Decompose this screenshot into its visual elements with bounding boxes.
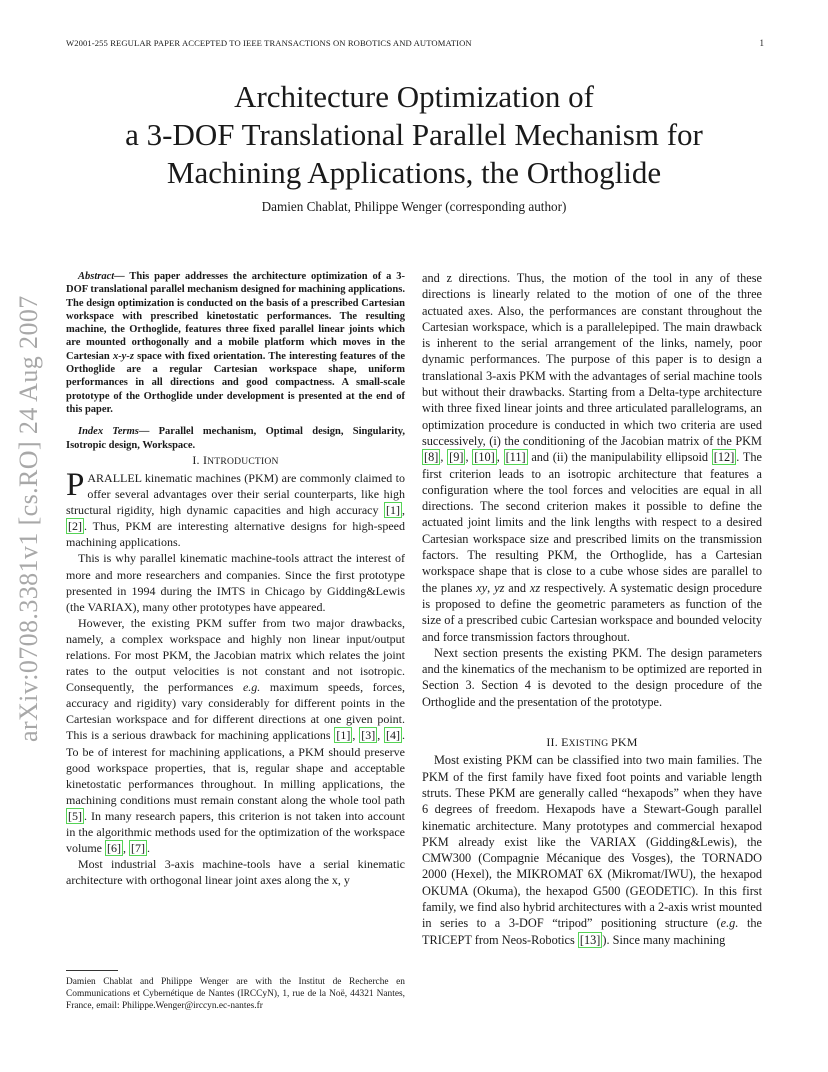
- text: . Thus, PKM are interesting alternative designs for high-speed machining applications.: [66, 519, 405, 550]
- authors: Damien Chablat, Philippe Wenger (corresponding author): [261, 199, 567, 214]
- index-terms-label: Index Terms: [78, 426, 139, 438]
- left-column: [66, 270, 405, 888]
- section-rest: XISTING: [568, 738, 612, 750]
- eg: e.g.: [720, 916, 739, 931]
- title-line-3: Machining Applications, the Orthoglide: [166, 155, 662, 190]
- abstract: [66, 270, 405, 416]
- abstract-label: Abstract: [78, 271, 115, 282]
- intro-paragraph-1: [66, 466, 405, 550]
- sep: ,: [402, 503, 405, 518]
- section-numeral: I.: [192, 452, 203, 467]
- text: respectively. A systematic design procedure is proposed to define the geometric parameters as function of the size of a prescribed cubic Cartesian workspace and bounded velocity and force transmission factors throughout.: [422, 580, 763, 644]
- citation-link[interactable]: [3]: [361, 728, 376, 743]
- page-number: 1: [759, 38, 764, 48]
- sep: ,: [377, 728, 385, 743]
- title-line-2: a 3-DOF Translational Parallel Mechanism for: [125, 117, 703, 152]
- text: ). Since many machining: [602, 932, 726, 947]
- title-line-1: Architecture Optimization of: [234, 79, 594, 114]
- sep: ,: [465, 450, 473, 465]
- citation-link[interactable]: [6]: [107, 841, 121, 856]
- text: .: [147, 841, 150, 856]
- section-first-letter: E: [561, 735, 569, 750]
- paper-title: [0, 78, 828, 192]
- math-xy: xy: [476, 580, 488, 595]
- citation-link[interactable]: [13]: [579, 932, 601, 947]
- section-word: PKM: [611, 735, 638, 750]
- text: However, the existing PKM suffer from two major drawbacks, namely, a complex workspace and highly non linear input/output relations. For most PKM, the Jacobian matrix which relates the joint rates to the output velocities is not constant and not isotropic. Consequently, the performances: [66, 615, 405, 695]
- text: maximum speeds, forces, accuracy and rigidity) vary considerably for different points in the Cartesian workspace and for different directions at one given point. This is a serious drawback for machining applications: [66, 680, 406, 743]
- citation-link[interactable]: [1]: [386, 503, 400, 518]
- math-xz: xz: [529, 580, 541, 595]
- citation-link[interactable]: [11]: [505, 450, 526, 465]
- right-paragraph-3: [422, 752, 762, 948]
- text: and z directions. Thus, the motion of the tool in any of these directions is linearly related to the motion of one of the three actuated axes. Also, the performances are constant throughout the Cartesian workspace, which is a parallelepiped. The main drawback is inherent to the serial arrangement of the links, namely, poor dynamic performances. The purpose of this paper is to design a translational 3-axis PKM with the advantages of serial machine tools but without their drawbacks. Starting from a Delta-type architecture with three fixed linear joints and three articulated parallelograms, an optimization procedure is conducted in which two criteria are used successively, (i) the conditioning of the Jacobian matrix of the PKM: [422, 271, 762, 448]
- intro-paragraph-3: [66, 615, 405, 856]
- section-rest: NTRODUCTION: [207, 455, 279, 467]
- abstract-dash: —: [114, 271, 125, 282]
- abstract-text-end: space with fixed orientation. The interesting features of the Orthoglide are a regular Cartesian workspace shape, uniform performances in all directions and good compactness. A small-scale prototype of the Orthoglide under development is presented at the end of this paper.: [66, 350, 405, 415]
- citation-link[interactable]: [1]: [336, 728, 351, 743]
- sep: and: [504, 580, 530, 595]
- footnote: Damien Chablat and Philippe Wenger are with the Institut de Recherche en Communications et Cybernétique de Nantes (IRCCyN), 1, rue de la Noë, 44321 Nantes, France, email: Philippe.Wenger@irccyn.ec-nantes.fr: [66, 977, 405, 1012]
- section-heading-existing-pkm: [422, 734, 762, 752]
- intro-paragraph-4: Most industrial 3-axis machine-tools have a serial kinematic architecture with orthogonal linear joint axes along the x, y: [66, 857, 405, 888]
- sep: ,: [487, 580, 495, 595]
- abstract-xyz: x-y-z: [112, 350, 134, 362]
- eg: e.g.: [242, 680, 261, 695]
- running-head: W2001-255 REGULAR PAPER ACCEPTED TO IEEE TRANSACTIONS ON ROBOTICS AND AUTOMATION: [66, 38, 472, 48]
- text: . In many research papers, this criterion is not taken into account in the algorithmic methods used for the optimization of the workspace volume: [66, 808, 405, 856]
- sep: ,: [440, 450, 448, 465]
- right-paragraph-2: Next section presents the existing PKM. The design parameters and the kinematics of the mechanism to be optimized are reported in Section 3. Section 4 is devoted to the design procedure of the Orthoglide and the presentation of the prototype.: [422, 645, 762, 709]
- citation-link[interactable]: [2]: [68, 519, 82, 534]
- text: ARALLEL kinematic machines (PKM) are commonly claimed to offer several advantages over their serial counterparts, like high structural rigidity, high dynamic capacities and high accuracy: [66, 470, 405, 518]
- citation-link[interactable]: [10]: [474, 450, 495, 465]
- sep: ,: [496, 450, 504, 465]
- section-first-letter: I: [202, 452, 208, 467]
- index-terms: [66, 425, 405, 452]
- sep: ,: [352, 728, 360, 743]
- citation-link[interactable]: [7]: [131, 841, 145, 856]
- citation-link[interactable]: [5]: [68, 808, 82, 823]
- drop-cap: P: [66, 466, 85, 503]
- citation-link[interactable]: [8]: [424, 450, 439, 465]
- right-column: [422, 270, 762, 948]
- text: Most existing PKM can be classified into two main families. The PKM of the first family have fixed foot points and variable length struts. These PKM are generally called “hexapods” when they have 6 degrees of freedom. Hexapods have a Stewart-Gough parallel kinematic architecture. Many prototypes and commercial hexapod PKM already exist like the VARIAX (Gidding&Lewis), the CMW300 (Compagnie Mécanique des Vosges), the TORNADO 2000 (Hexel), the MIKROMAT 6X (Mikromat/IWU), the hexapod OKUMA (Okuma), the hexapod G500 (GEODETIC). In this first family, we find also hybrid architectures with a 2-axis wrist mounted in series to a 3-DOF “tripod” positioning structure (: [422, 753, 762, 931]
- right-paragraph-1: [422, 270, 762, 645]
- citation-link[interactable]: [12]: [713, 450, 735, 465]
- index-terms-text: Parallel mechanism, Optimal design, Singularity, Isotropic design, Workspace.: [66, 426, 405, 451]
- arxiv-stamp: arXiv:0708.3381v1 [cs.RO] 24 Aug 2007: [14, 295, 43, 742]
- footnote-rule: [66, 970, 118, 971]
- index-terms-dash: —: [138, 426, 150, 438]
- text: and (ii) the manipulability ellipsoid: [527, 450, 712, 465]
- text: the TRICEPT from Neos-Robotics: [422, 916, 762, 947]
- text: . The first criterion leads to an isotropic architecture that features a configuration where the tool forces and velocities are equal in all directions. The second criterion makes it possible to define the actuated joint limits and the link lengths with respect to a desired Cartesian workspace size and prescribed limits on the transmission factors. The resulting PKM, the Orthoglide, has a Cartesian workspace shape that is close to a cube whose sides are parallel to the planes: [422, 450, 762, 595]
- sep: ,: [123, 841, 129, 856]
- citation-link[interactable]: [4]: [386, 728, 401, 743]
- abstract-text: This paper addresses the architecture optimization of a 3-DOF translational parallel mechanism designed for machining applications. The design optimization is conducted on the basis of a prescribed Cartesian workspace with prescribed kinetostatic performances. The resulting machine, the Orthoglide, features three fixed parallel linear joints which are mounted orthogonally and a mobile platform which moves in the Cartesian: [66, 271, 405, 362]
- section-heading-introduction: [66, 452, 405, 470]
- text: . To be of interest for machining applications, a PKM should preserve good workspace properties, that is, regular shape and acceptable kinetostatic performances throughout. In milling applications, the machining conditions must remain constant along the whole tool path: [66, 728, 406, 807]
- intro-paragraph-2: This is why parallel kinematic machine-tools attract the interest of more and more researchers and companies. Since the first prototype presented in 1994 during the IMTS in Chicago by Gidding&Lewis (the VARIAX), many other prototypes have appeared.: [66, 551, 405, 614]
- citation-link[interactable]: [9]: [449, 450, 464, 465]
- math-yz: yz: [494, 580, 505, 595]
- section-numeral: II.: [546, 735, 562, 750]
